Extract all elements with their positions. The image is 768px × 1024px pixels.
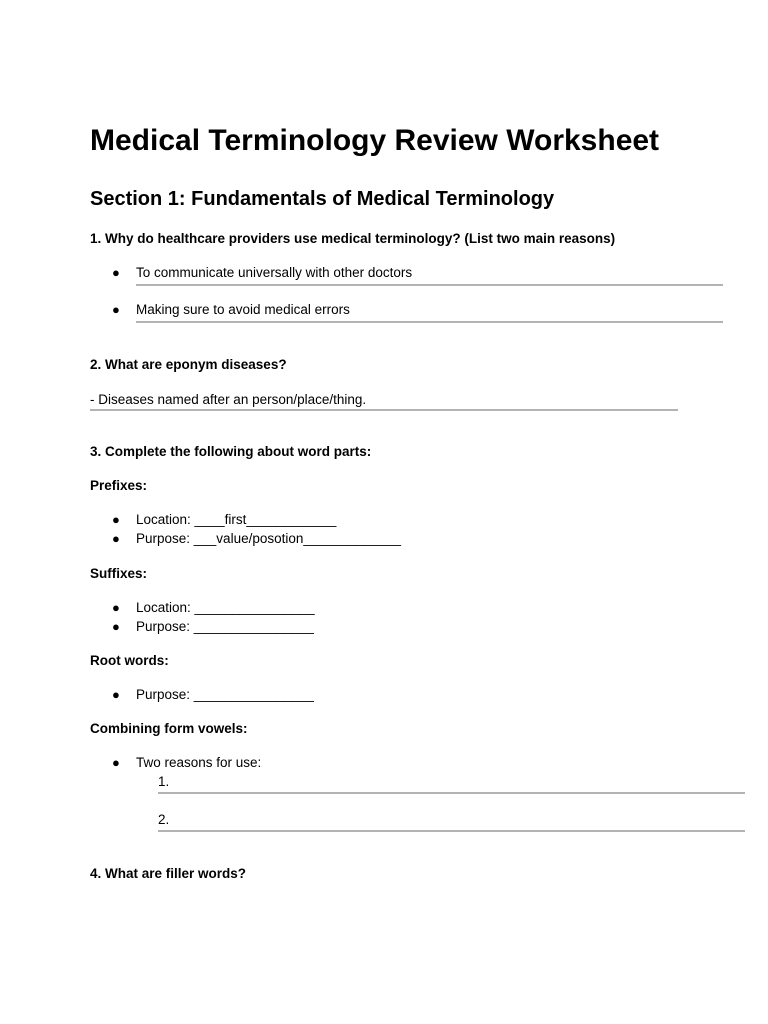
bullet-icon: ● (112, 687, 120, 702)
bullet-icon: ● (112, 619, 120, 634)
root-words-heading: Root words: (90, 653, 169, 668)
question-3: 3. Complete the following about word parts: (90, 444, 372, 459)
answer-line (158, 792, 745, 794)
answer-line (136, 321, 723, 323)
reason-2-number: 2. (158, 812, 170, 827)
bullet-icon: ● (112, 755, 120, 770)
question-1: 1. Why do healthcare providers use medical terminology? (List two main reasons) (90, 231, 616, 246)
bullet-icon: ● (112, 265, 120, 280)
question-2: 2. What are eponym diseases? (90, 357, 287, 372)
prefixes-heading: Prefixes: (90, 478, 148, 493)
answer-line (136, 284, 723, 286)
answer-line (158, 830, 745, 832)
suffix-purpose: Purpose: ________________ (136, 619, 314, 634)
bullet-icon: ● (112, 512, 120, 527)
prefix-purpose: Purpose: ___value/posotion_____________ (136, 531, 401, 546)
answer-1a: To communicate universally with other doctors (136, 265, 413, 280)
suffix-location: Location: ________________ (136, 600, 315, 615)
bullet-icon: ● (112, 600, 120, 615)
prefix-location: Location: ____first____________ (136, 512, 337, 527)
bullet-icon: ● (112, 302, 120, 317)
page-title: Medical Terminology Review Worksheet (90, 124, 660, 157)
reason-1-number: 1. (158, 774, 170, 789)
suffixes-heading: Suffixes: (90, 566, 148, 581)
root-words-purpose: Purpose: ________________ (136, 687, 314, 702)
answer-line (90, 409, 678, 411)
answer-1b: Making sure to avoid medical errors (136, 302, 350, 317)
section-heading: Section 1: Fundamentals of Medical Terminology (90, 188, 555, 210)
answer-2: - Diseases named after an person/place/thing. (90, 392, 367, 407)
bullet-icon: ● (112, 531, 120, 546)
combining-vowels-heading: Combining form vowels: (90, 721, 248, 736)
combining-vowels-item: Two reasons for use: (136, 755, 262, 770)
question-4: 4. What are filler words? (90, 866, 247, 881)
